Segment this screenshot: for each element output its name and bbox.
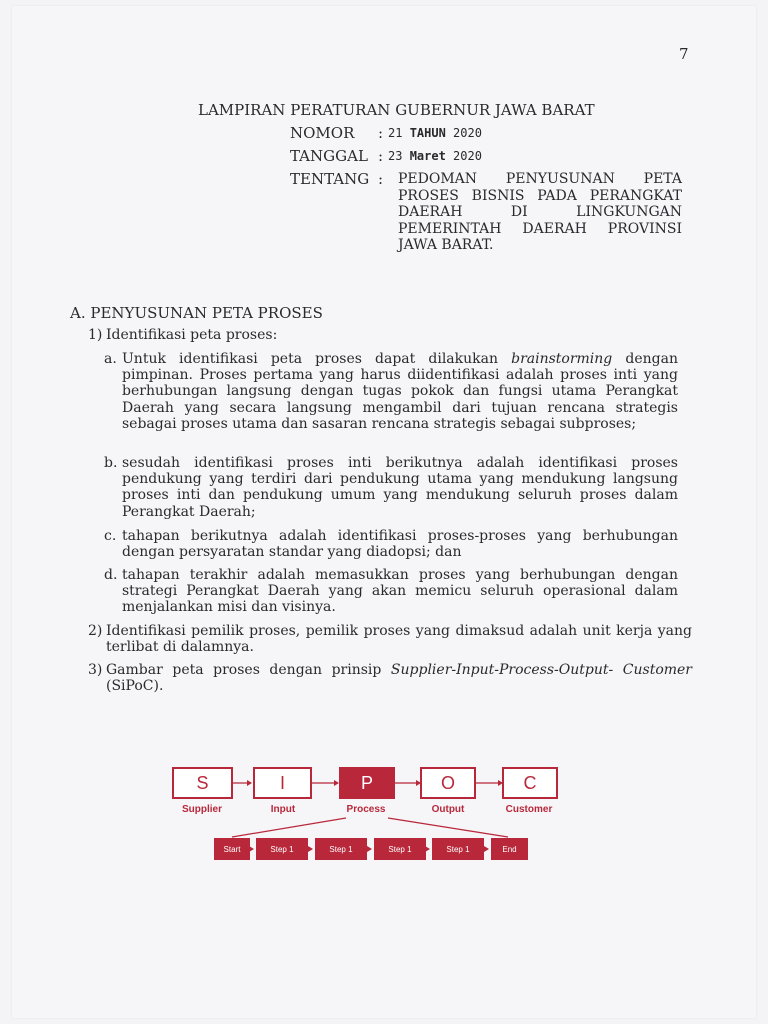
sipoc-label-supplier: Supplier <box>181 804 222 815</box>
sipoc-box-customer: C <box>502 767 558 799</box>
tentang-colon: : <box>378 170 384 188</box>
list-number: 2) <box>88 623 103 639</box>
tanggal-number: 23 <box>388 149 403 163</box>
list-text: Identifikasi peta proses: <box>106 327 278 343</box>
sub-item-text: tahapan terakhir adalah memasukkan proses yang berhubungan dengan strategi Perangkat Daerah yang akan memicu seluruh operasional dalam menjalankan misi dan visinya. <box>122 567 678 616</box>
fan-line-left <box>232 818 346 837</box>
tentang-line: PEDOMAN PENYUSUNAN PETA <box>398 171 682 187</box>
tentang-label: TENTANG <box>290 170 370 188</box>
arrowhead <box>247 780 252 786</box>
brainstorming-term: brainstorming <box>511 351 613 367</box>
process-step-start: Start <box>214 838 250 860</box>
nomor-label: NOMOR <box>290 124 355 142</box>
sub-item-letter: b. <box>104 455 118 471</box>
process-step-end: End <box>491 838 528 860</box>
tanggal-colon: : <box>378 147 384 165</box>
nomor-word: TAHUN <box>409 126 446 140</box>
attachment-title: LAMPIRAN PERATURAN GUBERNUR JAWA BARAT <box>198 101 595 119</box>
process-step: Step 1 <box>256 838 308 860</box>
section-title: A. PENYUSUNAN PETA PROSES <box>70 304 323 322</box>
sub-item-text: sesudah identifikasi proses inti berikutnya adalah identifikasi proses pendukung yang terdiri dari pendukung utama yang mendukung langsung proses inti dan pendukung umum yang mendukung seluruh proses dalam Perangkat Daerah; <box>122 455 678 520</box>
sub-item-text: tahapan berikutnya adalah identifikasi proses-proses yang berhubungan dengan persyaratan standar yang diadopsi; dan <box>122 528 678 561</box>
tentang-line: PEMERINTAH DAERAH PROVINSI <box>398 220 682 237</box>
sub-item-letter: a. <box>104 351 117 367</box>
arrowhead <box>484 846 489 852</box>
tanggal-word: Maret <box>409 149 446 163</box>
nomor-colon: : <box>378 124 384 142</box>
process-step: Step 1 <box>374 838 426 860</box>
nomor-number: 21 <box>388 126 403 140</box>
tentang-line: DAERAH DI LINGKUNGAN <box>398 204 682 220</box>
nomor-year: 2020 <box>453 126 482 140</box>
sipoc-term: Supplier-Input-Process-Output- Customer <box>390 662 692 678</box>
tentang-line: PROSES BISNIS PADA PERANGKAT <box>398 187 682 204</box>
list-text-pre: Gambar peta proses dengan prinsip <box>106 662 391 678</box>
sipoc-label-input: Input <box>270 804 296 815</box>
tanggal-year: 2020 <box>453 149 482 163</box>
arrowhead <box>308 846 313 852</box>
sub-item-text-post: dengan pimpinan. Proses pertama yang harus diidentifikasi adalah proses inti yang berhubungan langsung dengan tugas pokok dan fungsi utama Perangkat Daerah yang secara langsung mengambil dari tujuan rencana strategis sebagai proses utama dan sasaran rencana strategis sebagai subproses; <box>122 351 678 432</box>
sipoc-box-process: P <box>339 767 395 799</box>
sub-item-text-pre: Untuk identifikasi peta proses dapat dilakukan <box>122 351 512 367</box>
sub-item-letter: c. <box>104 528 117 544</box>
process-step: Step 1 <box>432 838 484 860</box>
tanggal-label: TANGGAL <box>290 147 368 165</box>
sipoc-label-output: Output <box>431 804 465 815</box>
list-number: 1) <box>88 327 103 343</box>
fan-line-right <box>388 818 508 837</box>
list-number: 3) <box>88 662 103 678</box>
list-text: Identifikasi pemilik proses, pemilik proses yang dimaksud adalah unit kerja yang terlibat di dalamnya. <box>106 623 692 656</box>
sipoc-label-process: Process <box>346 804 386 815</box>
process-step: Step 1 <box>315 838 367 860</box>
page-number: 7 <box>679 45 689 63</box>
tentang-line: JAWA BARAT. <box>398 237 494 253</box>
sub-item-letter: d. <box>104 567 118 583</box>
arrowhead <box>367 846 372 852</box>
sipoc-box-input: I <box>253 767 312 799</box>
sipoc-box-supplier: S <box>172 767 233 799</box>
list-text-post: (SiPoC). <box>106 678 164 695</box>
sipoc-label-customer: Customer <box>505 804 553 815</box>
sipoc-box-output: O <box>420 767 476 799</box>
